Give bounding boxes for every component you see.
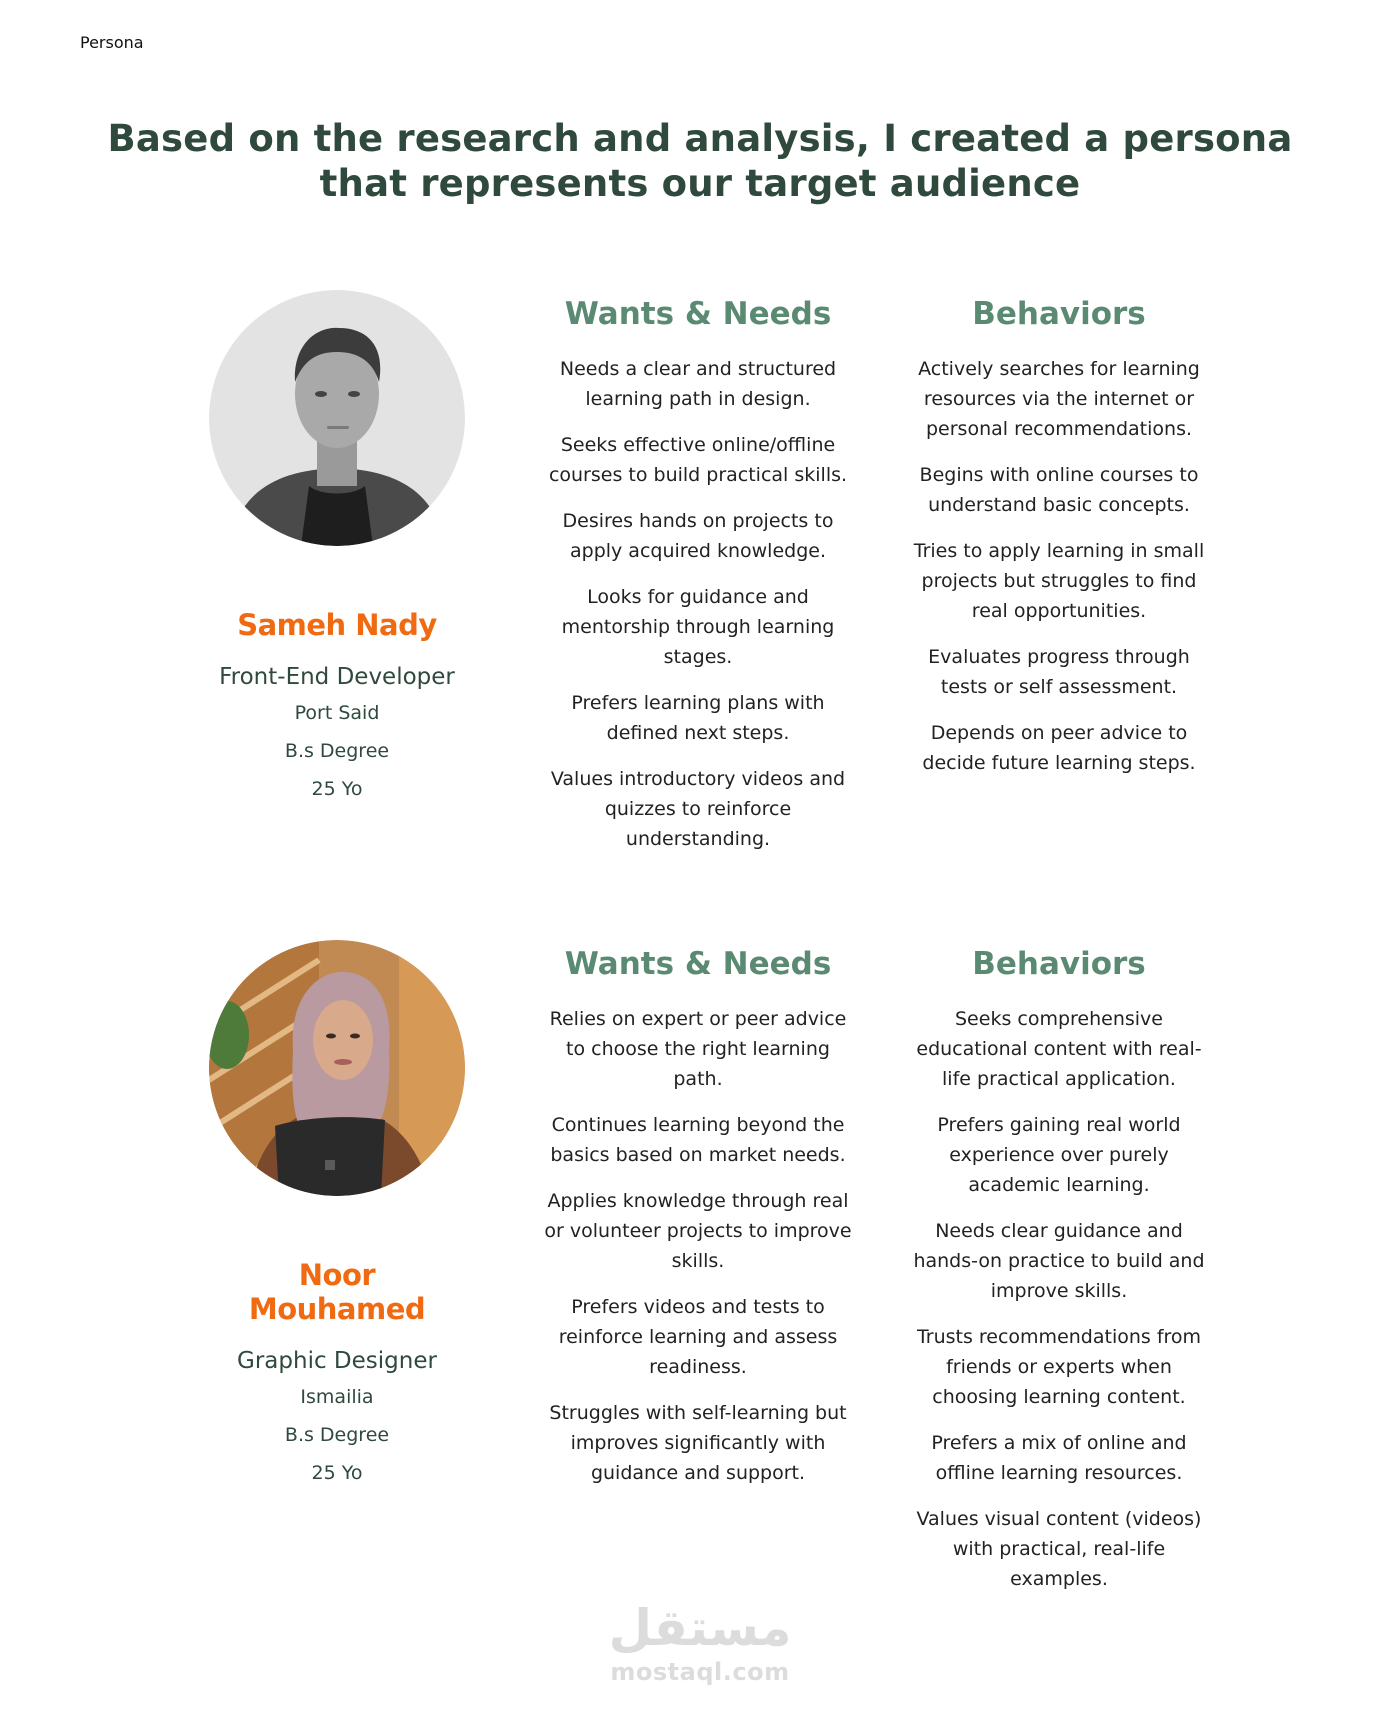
list-item: Depends on peer advice to decide future learning steps. [922, 722, 1196, 774]
persona-role: Graphic Designer [237, 1348, 437, 1374]
list-item: Tries to apply learning in small projects but struggles to find real opportunities. [913, 540, 1205, 622]
list-item: Needs a clear and structured learning path in design. [559, 358, 837, 410]
mostaql-watermark [0, 1598, 1400, 1686]
behaviors-list [904, 1004, 1214, 1594]
list-item: Continues learning beyond the basics based on market needs. [550, 1114, 846, 1166]
persona-city: Port Said [294, 702, 380, 724]
wants-needs-column [543, 940, 853, 1504]
list-item: Values visual content (videos) with practical, real-life examples. [916, 1508, 1202, 1590]
behaviors-column [904, 290, 1214, 794]
avatar-photo-male [209, 290, 465, 546]
avatar-photo-female [209, 940, 465, 1196]
persona-age: 25 Yo [311, 778, 363, 800]
behaviors-column [904, 940, 1214, 1610]
wants-needs-list [543, 354, 853, 854]
persona-profile [208, 940, 466, 1483]
list-item: Evaluates progress through tests or self assessment. [928, 646, 1190, 698]
page-headline [0, 116, 1400, 206]
wants-needs-list [543, 1004, 853, 1488]
list-item: Relies on expert or peer advice to choose the right learning path. [549, 1008, 847, 1090]
wants-needs-heading: Wants & Needs [564, 296, 832, 332]
persona-degree: B.s Degree [284, 740, 390, 762]
list-item: Prefers gaining real world experience over purely academic learning. [937, 1114, 1181, 1196]
list-item: Desires hands on projects to apply acquired knowledge. [562, 510, 834, 562]
persona-degree: B.s Degree [284, 1424, 390, 1446]
persona-role: Front-End Developer [219, 664, 455, 690]
list-item: Applies knowledge through real or volunteer projects to improve skills. [544, 1190, 852, 1272]
list-item: Prefers videos and tests to reinforce learning and assess readiness. [558, 1296, 838, 1378]
persona-name: Noor Mouhamed [248, 1258, 426, 1326]
headline-line-1: Based on the research and analysis, I created a persona [107, 117, 1293, 160]
behaviors-list [904, 354, 1214, 778]
list-item: Needs clear guidance and hands-on practice to build and improve skills. [913, 1220, 1205, 1302]
list-item: Prefers learning plans with defined next steps. [571, 692, 825, 744]
list-item: Struggles with self-learning but improves significantly with guidance and support. [549, 1402, 847, 1484]
wants-needs-heading: Wants & Needs [564, 946, 832, 982]
headline-line-2: that represents our target audience [319, 162, 1081, 205]
persona-name: Sameh Nady [237, 608, 437, 642]
list-item: Trusts recommendations from friends or experts when choosing learning content. [916, 1326, 1202, 1408]
list-item: Seeks comprehensive educational content with real-life practical application. [916, 1008, 1202, 1090]
list-item: Prefers a mix of online and offline learning resources. [931, 1432, 1187, 1484]
list-item: Actively searches for learning resources via the internet or personal recommendations. [918, 358, 1200, 440]
list-item: Seeks effective online/offline courses to build practical skills. [548, 434, 848, 486]
list-item: Values introductory videos and quizzes to reinforce understanding. [550, 768, 846, 850]
page-label: Persona [80, 33, 144, 52]
behaviors-heading: Behaviors [972, 296, 1146, 332]
list-item: Begins with online courses to understand basic concepts. [919, 464, 1199, 516]
watermark-arabic-text: مستقل [608, 1599, 792, 1657]
wants-needs-column [543, 290, 853, 870]
list-item: Looks for guidance and mentorship through learning stages. [561, 586, 835, 668]
behaviors-heading: Behaviors [972, 946, 1146, 982]
watermark-latin-text: mostaql.com [610, 1658, 790, 1686]
persona-city: Ismailia [300, 1386, 374, 1408]
persona-profile [208, 290, 466, 799]
persona-age: 25 Yo [311, 1462, 363, 1484]
